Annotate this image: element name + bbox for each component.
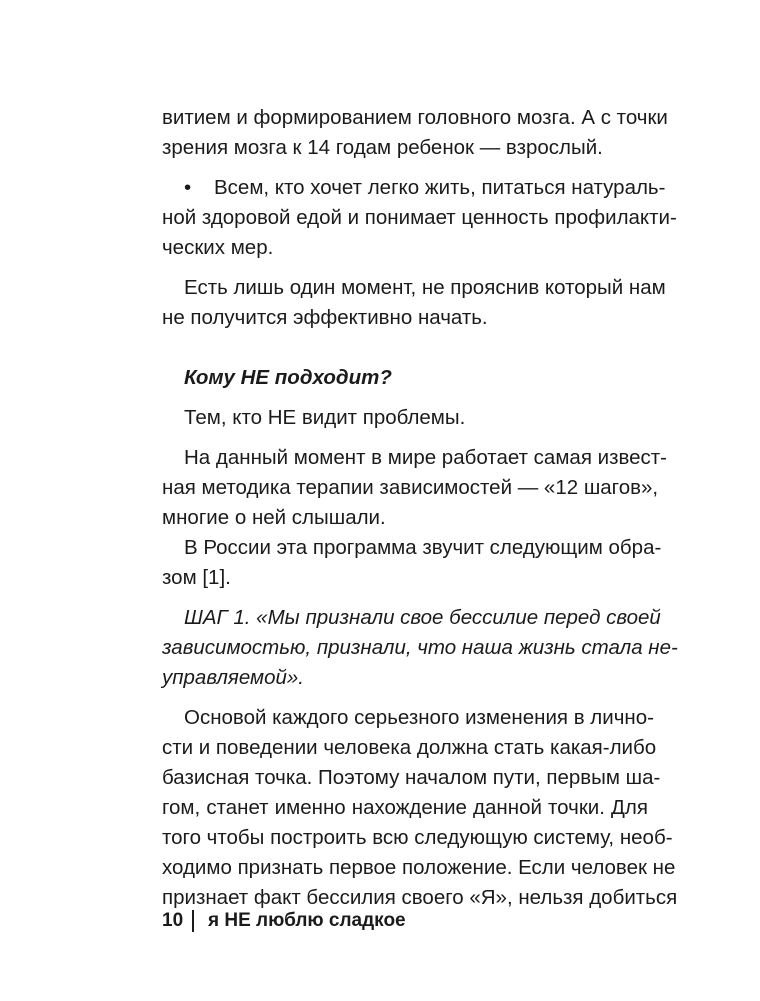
text-line: базисная точка. Поэтому началом пути, первым ша-: [162, 766, 661, 789]
page-number: 10: [162, 910, 184, 931]
section-heading: Кому НЕ подходит?: [184, 366, 392, 389]
text-line: ная методика терапии зависимостей — «12 шагов»,: [162, 476, 659, 499]
text-line: Основой каждого серьезного изменения в лично-: [184, 706, 654, 729]
text-line: В России эта программа звучит следующим обра-: [184, 536, 662, 559]
text-line: того чтобы построить всю следующую систему, необ-: [162, 826, 673, 849]
text-line: На данный момент в мире работает самая извест-: [184, 446, 667, 469]
text-line: ходимо признать первое положение. Если человек не: [162, 856, 676, 879]
footer-divider: [192, 910, 194, 932]
text-line: ческих мер.: [162, 236, 274, 259]
running-title: я НЕ люблю сладкое: [208, 910, 406, 931]
text-line: ной здоровой едой и понимает ценность профилакти-: [162, 206, 677, 229]
text-line: Есть лишь один момент, не прояснив который нам: [184, 276, 666, 299]
text-line: витием и формированием головного мозга. А с точки: [162, 106, 668, 129]
text-line: Всем, кто хочет легко жить, питаться натураль-: [214, 176, 666, 199]
text-line: гом, станет именно нахождение данной точки. Для: [162, 796, 648, 819]
text-line: признает факт бессилия своего «Я», нельзя добиться: [162, 886, 678, 909]
text-line: сти и поведении человека должна стать какая-либо: [162, 736, 657, 759]
quote-line: зависимостью, признали, что наша жизнь стала не-: [162, 636, 678, 659]
quote-line: ШАГ 1. «Мы признали свое бессилие перед своей: [184, 606, 661, 629]
text-line: не получится эффективно начать.: [162, 306, 488, 329]
text-line: зом [1].: [162, 566, 231, 589]
bullet-icon: •: [184, 176, 192, 199]
text-line: Тем, кто НЕ видит проблемы.: [184, 406, 466, 429]
quote-line: управляемой».: [162, 666, 304, 689]
book-page: [162, 100, 678, 1000]
text-line: зрения мозга к 14 годам ребенок — взрослый.: [162, 136, 603, 159]
page-footer: [162, 905, 406, 937]
text-line: многие о ней слышали.: [162, 506, 386, 529]
